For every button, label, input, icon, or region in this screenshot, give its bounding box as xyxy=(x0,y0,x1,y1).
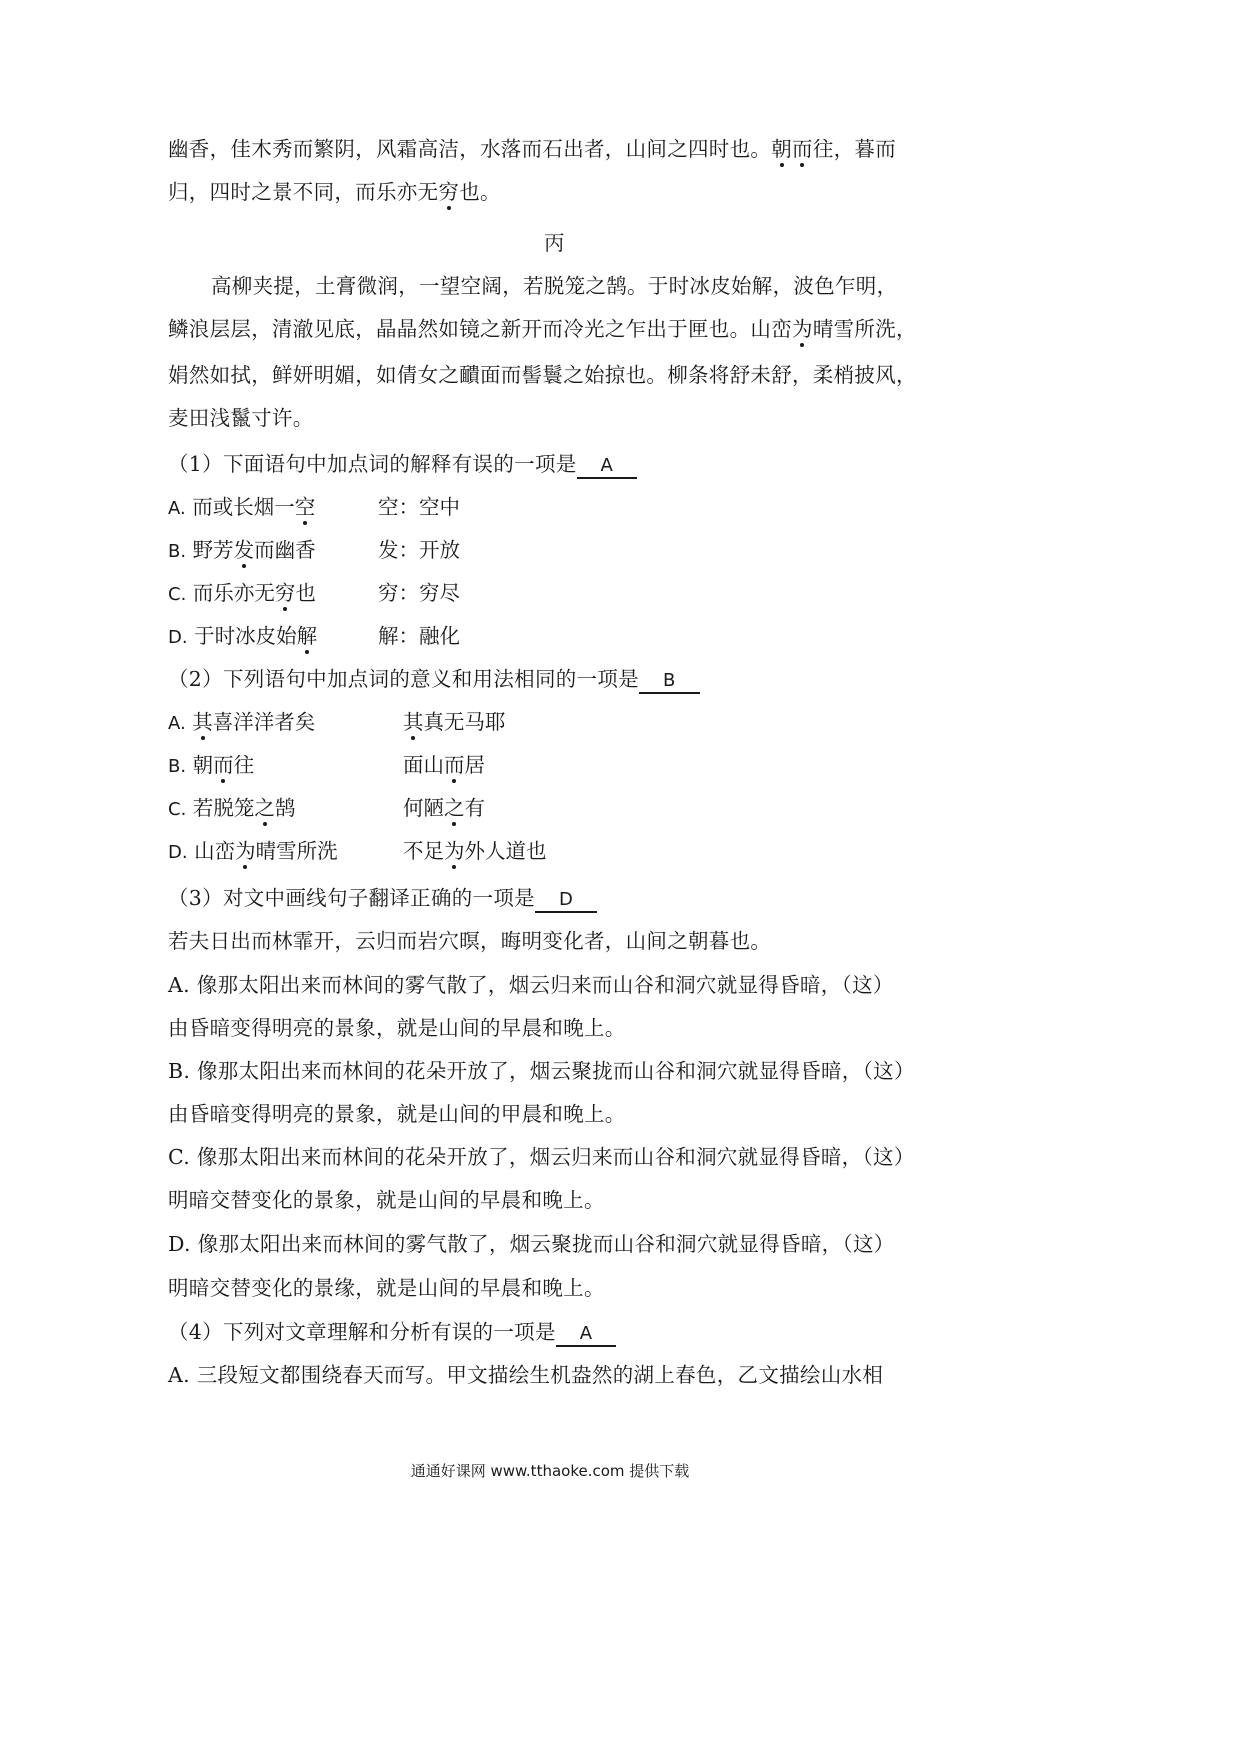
passage-jia-line-1: 幽香，佳木秀而繁阴，风霜高洁，水落而石出者，山间之四时也。朝而往，暮而 xyxy=(168,137,897,161)
page-footer: 通通好课网 www.tthaoke.com 提供下载 xyxy=(410,1462,690,1480)
q3-answer: D xyxy=(535,890,597,913)
passage-bing-line-2: 鳞浪层层，清澈见底，晶晶然如镜之新开而冷光之乍出于匣也。山峦为晴雪所洗， xyxy=(168,317,917,341)
q2-option-c-right: 何陋之有 xyxy=(403,796,485,820)
dotted-char: 之 xyxy=(254,796,275,820)
passage-bing-line-3: 娟然如拭，鲜妍明媚，如倩女之靧面而髻鬟之始掠也。柳条将舒未舒，柔梢披风， xyxy=(168,363,917,387)
passage-jia-line-2: 归，四时之景不同，而乐亦无穷也。 xyxy=(168,180,501,204)
q2-option-b-right: 面山而居 xyxy=(403,753,485,777)
dotted-char: 而 xyxy=(444,753,465,777)
q1-option-a-note: 空：空中 xyxy=(378,495,460,519)
dotted-char: 空 xyxy=(294,495,316,519)
q2-option-b: B. 朝而往 xyxy=(168,753,255,777)
q1-option-c-note: 穷：穷尽 xyxy=(378,581,460,605)
q2-option-d-right: 不足为外人道也 xyxy=(403,839,547,863)
dotted-char: 为 xyxy=(235,839,256,863)
q1-stem: （1）下面语句中加点词的解释有误的一项是 A xyxy=(168,454,637,479)
q1-option-b-note: 发：开放 xyxy=(378,538,460,562)
passage-bing-line-1: 高柳夹提，土膏微润，一望空阔，若脱笼之鹄。于时冰皮始解，波色乍明， xyxy=(211,274,898,298)
q3-sentence: 若夫日出而林霏开，云归而岩穴暝，晦明变化者，山间之朝暮也。 xyxy=(168,929,772,953)
dotted-char: 为 xyxy=(444,839,465,863)
q3-option-a-line-1: A. 像那太阳出来而林间的雾气散了，烟云归来而山谷和洞穴就显得昏暗，（这） xyxy=(168,973,894,997)
dotted-char: 穷 xyxy=(438,180,460,204)
q3-option-d-line-2: 明暗交替变化的景缘，就是山间的早晨和晚上。 xyxy=(168,1276,605,1300)
dotted-char: 其 xyxy=(192,710,213,734)
dotted-char: 解 xyxy=(296,624,318,648)
q1-option-c: C. 而乐亦无穷也 xyxy=(168,581,316,605)
q1-option-d: D. 于时冰皮始解 xyxy=(168,624,318,648)
q3-option-b-line-2: 由昏暗变得明亮的景象，就是山间的甲晨和晚上。 xyxy=(168,1102,626,1126)
q3-option-a-line-2: 由昏暗变得明亮的景象，就是山间的早晨和晚上。 xyxy=(168,1016,626,1040)
dotted-char: 为 xyxy=(792,317,813,341)
q2-stem: （2）下列语句中加点词的意义和用法相同的一项是 B xyxy=(168,669,700,694)
q2-option-a: A. 其喜洋洋者矣 xyxy=(168,710,316,734)
q2-answer: B xyxy=(639,671,700,694)
q4-stem: （4）下列对文章理解和分析有误的一项是 A xyxy=(168,1322,616,1347)
dotted-char: 之 xyxy=(444,796,465,820)
q3-option-c-line-2: 明暗交替变化的景象，就是山间的早晨和晚上。 xyxy=(168,1188,605,1212)
dotted-char: 其 xyxy=(403,710,424,734)
q1-option-a: A. 而或长烟一空 xyxy=(168,495,316,519)
q2-option-a-right: 其真无马耶 xyxy=(403,710,506,734)
q1-answer: A xyxy=(577,456,638,479)
dotted-char: 发 xyxy=(233,538,255,562)
dotted-char: 穷 xyxy=(274,581,296,605)
q1-option-b: B. 野芳发而幽香 xyxy=(168,538,316,562)
q1-option-d-note: 解：融化 xyxy=(378,624,460,648)
q3-option-b-line-1: B. 像那太阳出来而林间的花朵开放了，烟云聚拢而山谷和洞穴就显得昏暗，（这） xyxy=(168,1059,915,1083)
dotted-char: 而 xyxy=(792,137,813,161)
passage-bing-title: 丙 xyxy=(544,231,565,255)
q4-option-a: A. 三段短文都围绕春天而写。甲文描绘生机盎然的湖上春色，乙文描绘山水相 xyxy=(168,1363,884,1387)
dotted-char: 朝 xyxy=(771,137,793,161)
passage-bing-line-4: 麦田浅鬣寸许。 xyxy=(168,406,314,430)
q4-answer: A xyxy=(556,1324,617,1347)
q2-option-c: C. 若脱笼之鹄 xyxy=(168,796,296,820)
dotted-char: 而 xyxy=(213,753,234,777)
q3-option-c-line-1: C. 像那太阳出来而林间的花朵开放了，烟云归来而山谷和洞穴就显得昏暗，（这） xyxy=(168,1145,915,1169)
q3-stem: （3）对文中画线句子翻译正确的一项是 D xyxy=(168,888,597,913)
q2-option-d: D. 山峦为晴雪所洗 xyxy=(168,839,338,863)
q3-option-d-line-1: D. 像那太阳出来而林间的雾气散了，烟云聚拢而山谷和洞穴就显得昏暗，（这） xyxy=(168,1232,895,1256)
